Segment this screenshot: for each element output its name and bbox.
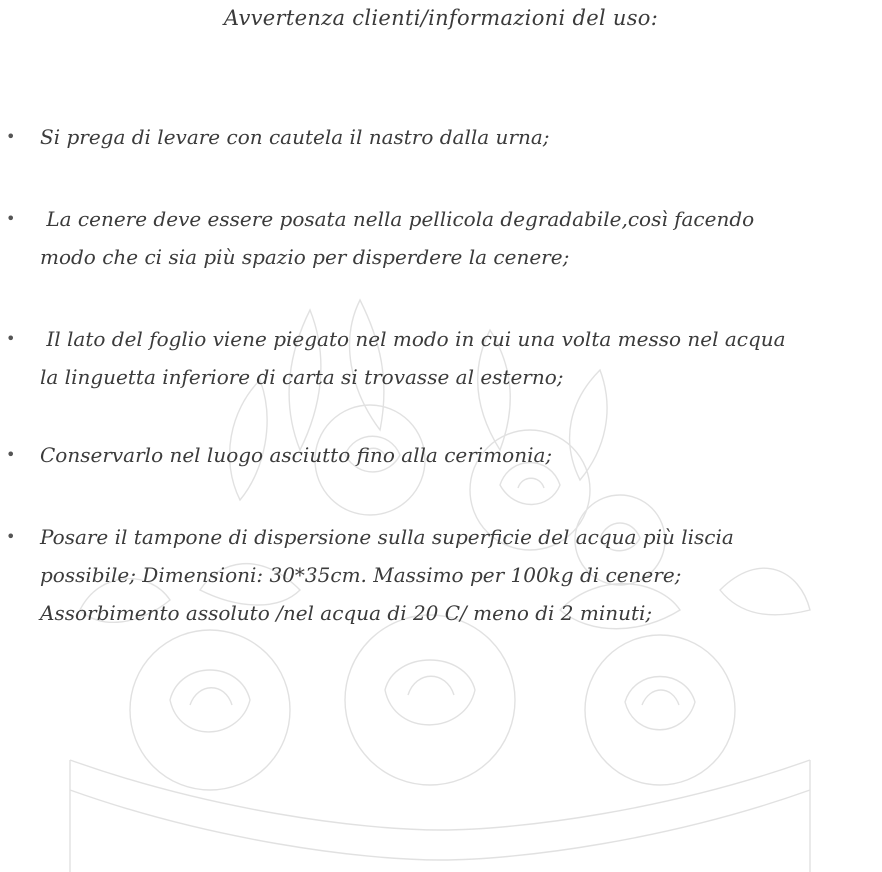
bullet-icon: • (6, 127, 16, 146)
item-line: la linguetta inferiore di carta si trovasse al esterno; (40, 365, 564, 389)
bullet-icon: • (6, 209, 16, 228)
list-item (0, 118, 882, 156)
list-item (0, 436, 882, 474)
item-line: Assorbimento assoluto /nel acqua di 20 C/ meno di 2 minuti; (40, 601, 653, 625)
item-line: modo che ci sia più spazio per disperdere la cenere; (40, 245, 570, 269)
list-item (0, 518, 882, 632)
item-line: Posare il tampone di dispersione sulla superficie del acqua più liscia (40, 525, 734, 549)
list-item (0, 200, 882, 276)
item-line: Il lato del foglio viene piegato nel modo in cui una volta messo nel acqua (40, 327, 786, 351)
item-line: La cenere deve essere posata nella pellicola degradabile,così facendo (40, 207, 755, 231)
bullet-icon: • (6, 445, 16, 464)
item-line: possibile; Dimensioni: 30*35cm. Massimo per 100kg di cenere; (40, 563, 682, 587)
item-line: Si prega di levare con cautela il nastro dalla urna; (40, 125, 550, 149)
bullet-icon: • (6, 329, 16, 348)
instructions-list (0, 118, 882, 632)
page-title: Avvertenza clienti/informazioni del uso: (223, 6, 659, 30)
list-item (0, 320, 882, 396)
bullet-icon: • (6, 527, 16, 546)
item-line: Conservarlo nel luogo asciutto fino alla cerimonia; (40, 443, 553, 467)
